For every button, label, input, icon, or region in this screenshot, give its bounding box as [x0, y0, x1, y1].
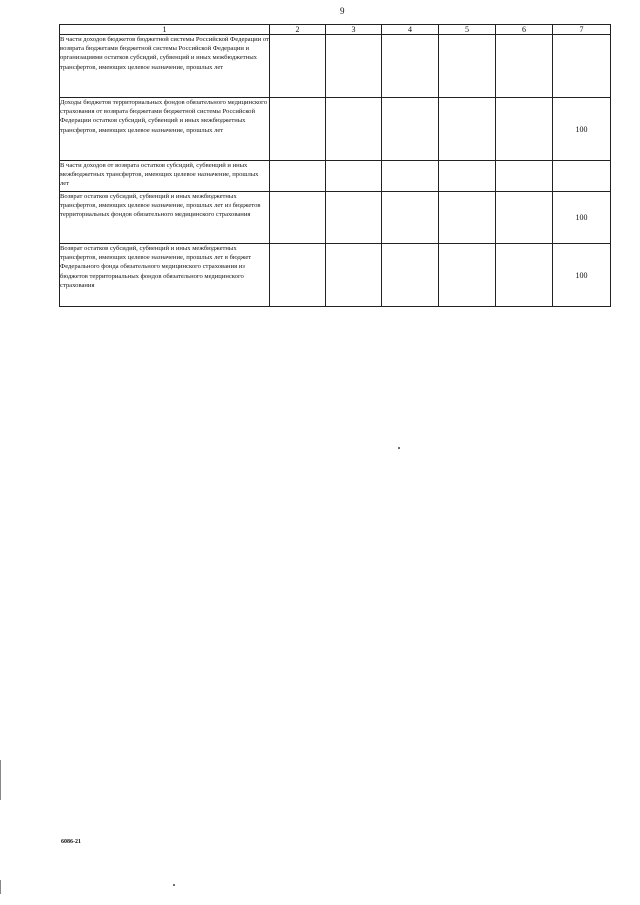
- scan-edge-mark: [0, 760, 1, 800]
- table-header-row: [60, 25, 611, 35]
- column-header: 3: [326, 25, 382, 35]
- scan-edge-mark: [0, 880, 1, 894]
- scan-speck: [173, 884, 175, 886]
- row-value: [439, 192, 496, 244]
- row-value: [326, 244, 382, 307]
- row-description: Доходы бюджетов территориальных фондов обязательного медицинского страхования от возврата бюджетами бюджетной системы Российской Федерации остатков субсидий, субвенций и иных межбюджетных трансфертов, имеющих целевое назначение, прошлых лет: [60, 98, 270, 161]
- row-value: [496, 35, 553, 98]
- row-value: [553, 161, 611, 192]
- column-header: 7: [553, 25, 611, 35]
- row-value: [382, 244, 439, 307]
- row-value: [439, 161, 496, 192]
- row-value: [439, 244, 496, 307]
- row-value: [382, 35, 439, 98]
- column-header: 4: [382, 25, 439, 35]
- row-value: 100: [553, 192, 611, 244]
- row-value: [270, 35, 326, 98]
- row-value: [439, 35, 496, 98]
- row-value: [270, 244, 326, 307]
- row-value: [270, 192, 326, 244]
- page-number: 9: [340, 6, 345, 16]
- row-value: [326, 98, 382, 161]
- row-value: [326, 161, 382, 192]
- row-value: [382, 98, 439, 161]
- row-value: 100: [553, 98, 611, 161]
- row-value: [326, 192, 382, 244]
- scan-speck: [398, 447, 400, 449]
- column-header: 1: [60, 25, 270, 35]
- row-value: [553, 35, 611, 98]
- row-value: 100: [553, 244, 611, 307]
- row-value: [382, 192, 439, 244]
- row-value: [439, 98, 496, 161]
- row-description: В части доходов бюджетов бюджетной системы Российской Федерации от возврата бюджетами бюджетной системы Российской Федерации и организациями остатков субсидий, субвенций и иных межбюджетных трансфертов, имеющих целевое назначение, прошлых лет: [60, 35, 270, 98]
- column-header: 2: [270, 25, 326, 35]
- row-value: [326, 35, 382, 98]
- column-header: 6: [496, 25, 553, 35]
- table-row: [60, 244, 611, 307]
- row-value: [270, 161, 326, 192]
- budget-table: [59, 24, 611, 307]
- table-row: [60, 98, 611, 161]
- row-value: [496, 161, 553, 192]
- row-description: Возврат остатков субсидий, субвенций и иных межбюджетных трансфертов, имеющих целевое назначение, прошлых лет из бюджетов территориальных фондов обязательного медицинского страхования: [60, 192, 270, 244]
- document-code: 6086-21: [61, 839, 81, 845]
- table-row: [60, 161, 611, 192]
- row-description: Возврат остатков субсидий, субвенций и иных межбюджетных трансфертов, имеющих целевое назначение, прошлых лет в бюджет Федерального фонда обязательного медицинского страхования из бюджетов территориальных фондов обязательного медицинского страхования: [60, 244, 270, 307]
- row-value: [382, 161, 439, 192]
- table-row: [60, 192, 611, 244]
- row-value: [496, 98, 553, 161]
- row-value: [496, 244, 553, 307]
- column-header: 5: [439, 25, 496, 35]
- row-description: В части доходов от возврата остатков субсидий, субвенций и иных межбюджетных трансфертов, имеющих целевое назначение, прошлых лет: [60, 161, 270, 192]
- row-value: [496, 192, 553, 244]
- table-row: [60, 35, 611, 98]
- row-value: [270, 98, 326, 161]
